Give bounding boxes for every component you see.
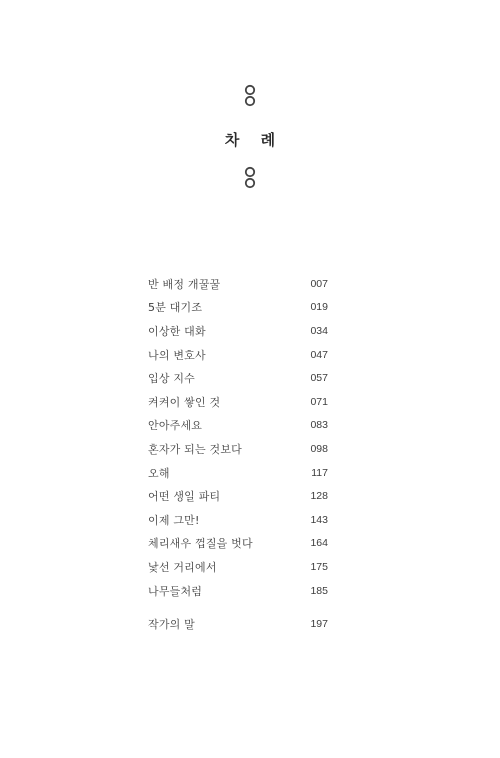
toc-entry-page: 083 <box>310 419 328 432</box>
toc-entry-page: 034 <box>310 324 328 337</box>
toc-entry[interactable] <box>148 343 328 367</box>
toc-entry-page: 117 <box>311 466 328 479</box>
toc-entry-title: 혼자가 되는 것보다 <box>148 442 243 456</box>
toc-entry-page: 047 <box>310 348 328 361</box>
toc-entry[interactable] <box>148 579 328 603</box>
toc-entry-page: 019 <box>310 301 328 314</box>
double-ring-ornament-icon <box>243 84 257 108</box>
toc-entry-title: 작가의 말 <box>148 618 196 632</box>
toc-entry[interactable] <box>148 319 328 343</box>
toc-entry-title: 나무들처럼 <box>148 584 203 598</box>
toc-entry-page: 197 <box>310 618 328 631</box>
toc-entry-title: 5분 대기조 <box>148 301 203 315</box>
toc-entry-page: 164 <box>310 537 328 550</box>
toc-entry-title: 이상한 대화 <box>148 324 206 338</box>
toc-entry[interactable] <box>148 532 328 556</box>
toc-entry-page: 098 <box>310 442 328 455</box>
bottom-ornament <box>0 166 500 190</box>
toc-entry-page: 185 <box>310 584 328 597</box>
toc-entry-page: 175 <box>310 560 328 573</box>
toc-entry[interactable] <box>148 296 328 320</box>
double-ring-ornament-icon <box>243 166 257 190</box>
toc-entry-afterword[interactable] <box>148 612 328 636</box>
toc-entry[interactable] <box>148 508 328 532</box>
toc-entry[interactable] <box>148 414 328 438</box>
toc-entry[interactable] <box>148 272 328 296</box>
toc-entry-page: 057 <box>310 372 328 385</box>
top-ornament <box>0 84 500 108</box>
toc-spacer <box>148 602 328 612</box>
table-of-contents <box>148 272 328 636</box>
toc-entry-page: 071 <box>310 395 328 408</box>
toc-entry[interactable] <box>148 437 328 461</box>
toc-entry-title: 반 배정 개꿀꿀 <box>148 277 221 291</box>
toc-entry[interactable] <box>148 484 328 508</box>
toc-entry-title: 켜켜이 쌓인 것 <box>148 395 221 409</box>
toc-entry-page: 143 <box>310 513 328 526</box>
page-title: 차 례 <box>224 131 284 149</box>
toc-entry-title: 낯선 거리에서 <box>148 560 217 574</box>
toc-entry[interactable] <box>148 390 328 414</box>
toc-entry-title: 오해 <box>148 466 170 480</box>
toc-entry-title: 입상 지수 <box>148 372 196 386</box>
toc-entry-title: 나의 변호사 <box>148 348 206 362</box>
toc-entry[interactable] <box>148 366 328 390</box>
toc-entry[interactable] <box>148 555 328 579</box>
toc-entry-title: 이제 그만! <box>148 513 200 527</box>
toc-entry-title: 어떤 생일 파티 <box>148 490 221 504</box>
toc-entry-page: 128 <box>310 490 328 503</box>
toc-entry-page: 007 <box>310 277 328 290</box>
toc-entry[interactable] <box>148 461 328 485</box>
toc-entry-title: 안아주세요 <box>148 419 203 433</box>
toc-entry-title: 체리새우 껍질을 벗다 <box>148 537 253 551</box>
